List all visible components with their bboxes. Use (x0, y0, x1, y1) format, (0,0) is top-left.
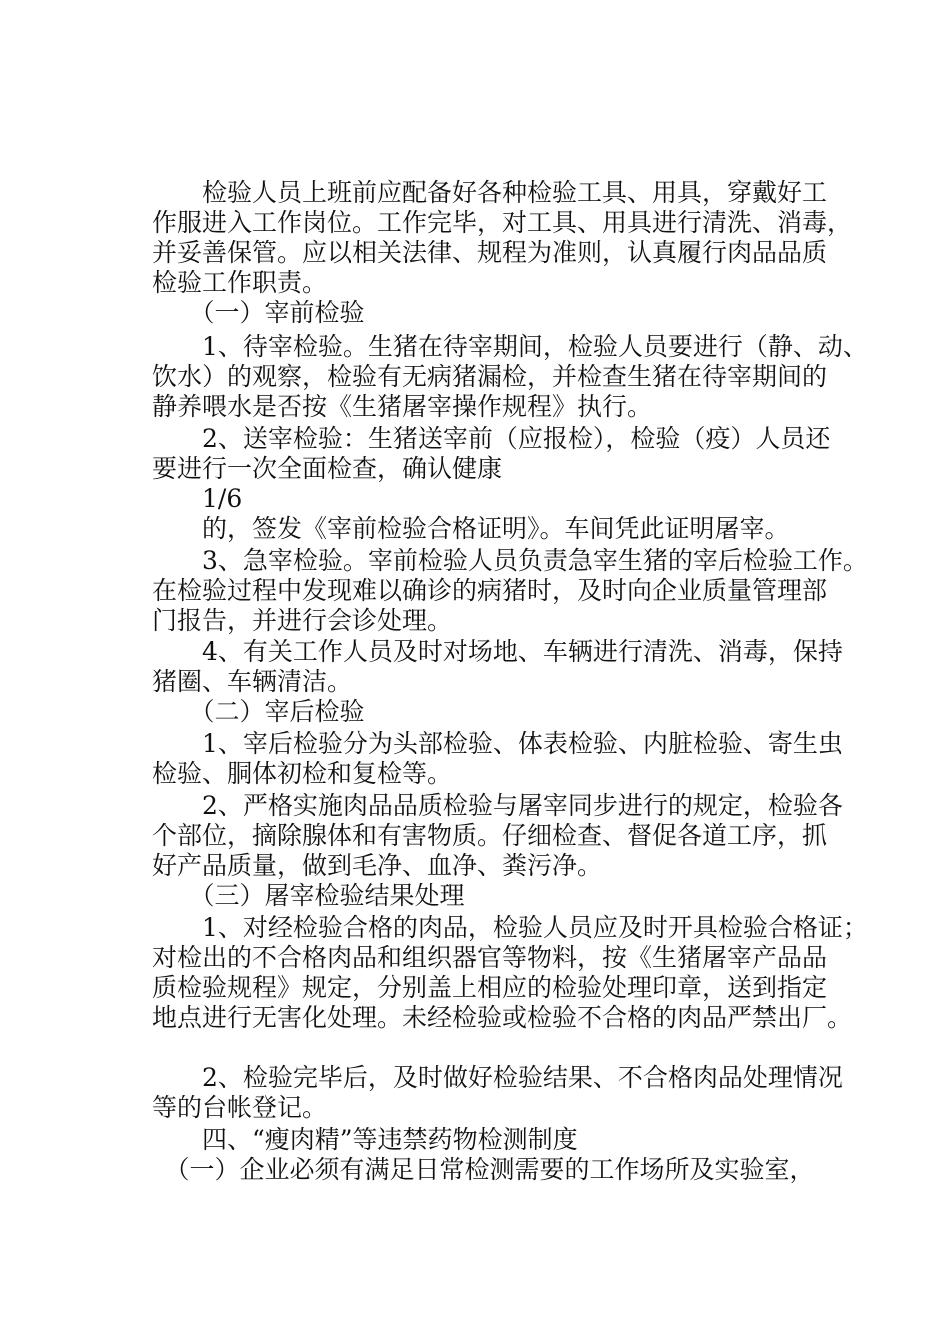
paragraph-line: 2、严格实施肉品品质检验与屠宰同步进行的规定，检验各 (152, 791, 843, 820)
paragraph-line: 2、检验完毕后，及时做好检验结果、不合格肉品处理情况 (152, 1063, 843, 1092)
paragraph-line: 检验工作职责。 (152, 268, 328, 297)
paragraph-line: 检验人员上班前应配备好各种检验工具、用具，穿戴好工 (152, 178, 828, 207)
paragraph-line: 1、待宰检验。生猪在待宰期间，检验人员要进行（静、动、 (152, 332, 868, 361)
section-heading: （三）屠宰检验结果处理 (152, 881, 465, 910)
paragraph-line: 检验、胴体初检和复检等。 (152, 759, 453, 788)
paragraph-line: 对检出的不合格肉品和组织器官等物料，按《生猪屠宰产品品 (152, 943, 828, 972)
paragraph-line: 1、宰后检验分为头部检验、体表检验、内脏检验、寄生虫 (152, 729, 843, 758)
paragraph-line: 个部位，摘除腺体和有害物质。仔细检查、督促各道工序，抓 (152, 821, 828, 850)
paragraph-line: 1、对经检验合格的肉品，检验人员应及时开具检验合格证； (152, 913, 868, 942)
paragraph-line: 要进行一次全面检查，确认健康 (152, 454, 503, 483)
section-heading: 四、“瘦肉精”等违禁药物检测制度 (152, 1125, 578, 1154)
paragraph-line: 并妥善保管。应以相关法律、规程为准则，认真履行肉品品质 (152, 238, 828, 267)
paragraph-line: 质检验规程》规定，分别盖上相应的检验处理印章，送到指定 (152, 973, 828, 1002)
paragraph-line: 作服进入工作岗位。工作完毕，对工具、用具进行清洗、消毒， (152, 208, 853, 237)
section-heading: （二）宰后检验 (152, 697, 365, 726)
section-heading: （一）宰前检验 (152, 298, 365, 327)
paragraph-line: 好产品质量，做到毛净、血净、粪污净。 (152, 851, 603, 880)
paragraph-line: 等的台帐登记。 (152, 1093, 328, 1122)
paragraph-line: 静养喂水是否按《生猪屠宰操作规程》执行。 (152, 392, 653, 421)
paragraph-line: 饮水）的观察，检验有无病猪漏检，并检查生猪在待宰期间的 (152, 362, 828, 391)
paragraph-line: 在检验过程中发现难以确诊的病猪时，及时向企业质量管理部 (152, 576, 828, 605)
paragraph-line: 2、送宰检验：生猪送宰前（应报检），检验（疫）人员还 (152, 424, 831, 453)
paragraph-line: 4、有关工作人员及时对场地、车辆进行清洗、消毒，保持 (152, 637, 843, 666)
paragraph-line: 门报告，并进行会诊处理。 (152, 606, 453, 635)
paragraph-line: 3、急宰检验。宰前检验人员负责急宰生猪的宰后检验工作。 (152, 546, 868, 575)
paragraph-line: 的，签发《宰前检验合格证明》。车间凭此证明屠宰。 (152, 514, 790, 543)
page-number: 1/6 (152, 484, 243, 513)
paragraph-line: 猪圈、车辆清洁。 (152, 667, 353, 696)
paragraph-line: （一）企业必须有满足日常检测需要的工作场所及实验室， (152, 1155, 815, 1184)
paragraph-line: 地点进行无害化处理。未经检验或检验不合格的肉品严禁出厂。 (152, 1003, 853, 1032)
